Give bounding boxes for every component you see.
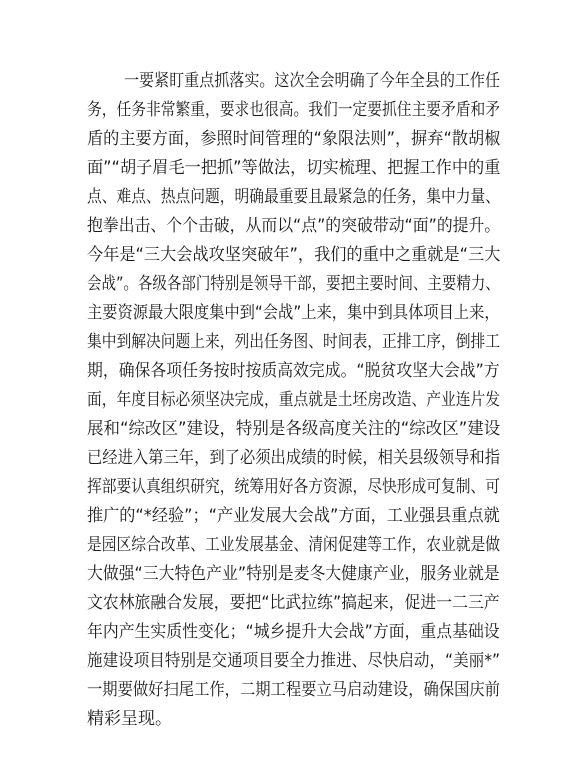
text-line-19: 文农林旅融合发展，要把“比武拉练”搞起来，促进一二三产 bbox=[87, 593, 500, 613]
text-line-16: 推广的“*经验”；“产业发展大会战”方面，工业强县重点就 bbox=[87, 506, 500, 526]
text-line-21: 施建设项目特别是交通项目要全力推进、尽快启动，“美丽*” bbox=[87, 651, 501, 671]
text-line-14: 已经进入第三年，到了必须出成绩的时候，相关县级领导和指 bbox=[87, 448, 501, 468]
text-line-11: 期，确保各项任务按时按质高效完成。“脱贫攻坚大会战”方 bbox=[87, 361, 500, 381]
text-line-13: 展和“综改区”建设，特别是各级高度关注的“综改区”建设 bbox=[87, 419, 501, 439]
text-line-17: 是园区综合改革、工业发展基金、清闲促建等工作，农业就是做 bbox=[87, 535, 500, 555]
text-line-15: 挥部要认真组织研究，统筹用好各方资源，尽快形成可复制、可 bbox=[87, 477, 500, 497]
text-line-5: 点、难点、热点问题，明确最重要且最紧急的任务，集中力量、 bbox=[87, 187, 500, 207]
text-line-2: 务，任务非常繁重，要求也很高。我们一定要抓住主要矛盾和矛 bbox=[87, 100, 500, 120]
text-line-1: 一要紧盯重点抓落实。这次全会明确了今年全县的工作任 bbox=[124, 71, 500, 91]
text-line-9: 主要资源最大限度集中到“会战”上来，集中到具体项目上来， bbox=[87, 303, 500, 323]
text-line-23: 精彩呈现。 bbox=[87, 709, 172, 729]
text-line-8: 会战”。各级各部门特别是领导干部，要把主要时间、主要精力、 bbox=[87, 274, 500, 294]
text-line-12: 面，年度目标必须坚决完成，重点就是土坯房改造、产业连片发 bbox=[87, 390, 500, 410]
text-line-6: 抱拳出击、个个击破，从而以“点”的突破带动“面”的提升。 bbox=[87, 216, 501, 236]
text-line-18: 大做强“三大特色产业”特别是麦冬大健康产业，服务业就是 bbox=[87, 564, 500, 584]
text-line-20: 年内产生实质性变化；“城乡提升大会战”方面，重点基础设 bbox=[87, 622, 500, 642]
text-line-10: 集中到解决问题上来，列出任务图、时间表，正排工序，倒排工 bbox=[87, 332, 500, 352]
text-line-4: 面”“胡子眉毛一把抓”等做法，切实梳理、把握工作中的重 bbox=[87, 158, 501, 178]
text-line-7: 今年是“三大会战攻坚突破年”，我们的重中之重就是“三大 bbox=[87, 245, 501, 265]
text-line-22: 一期要做好扫尾工作，二期工程要立马启动建设，确保国庆前 bbox=[87, 680, 501, 700]
text-line-3: 盾的主要方面，参照时间管理的“象限法则”，摒弃“散胡椒 bbox=[87, 129, 501, 149]
